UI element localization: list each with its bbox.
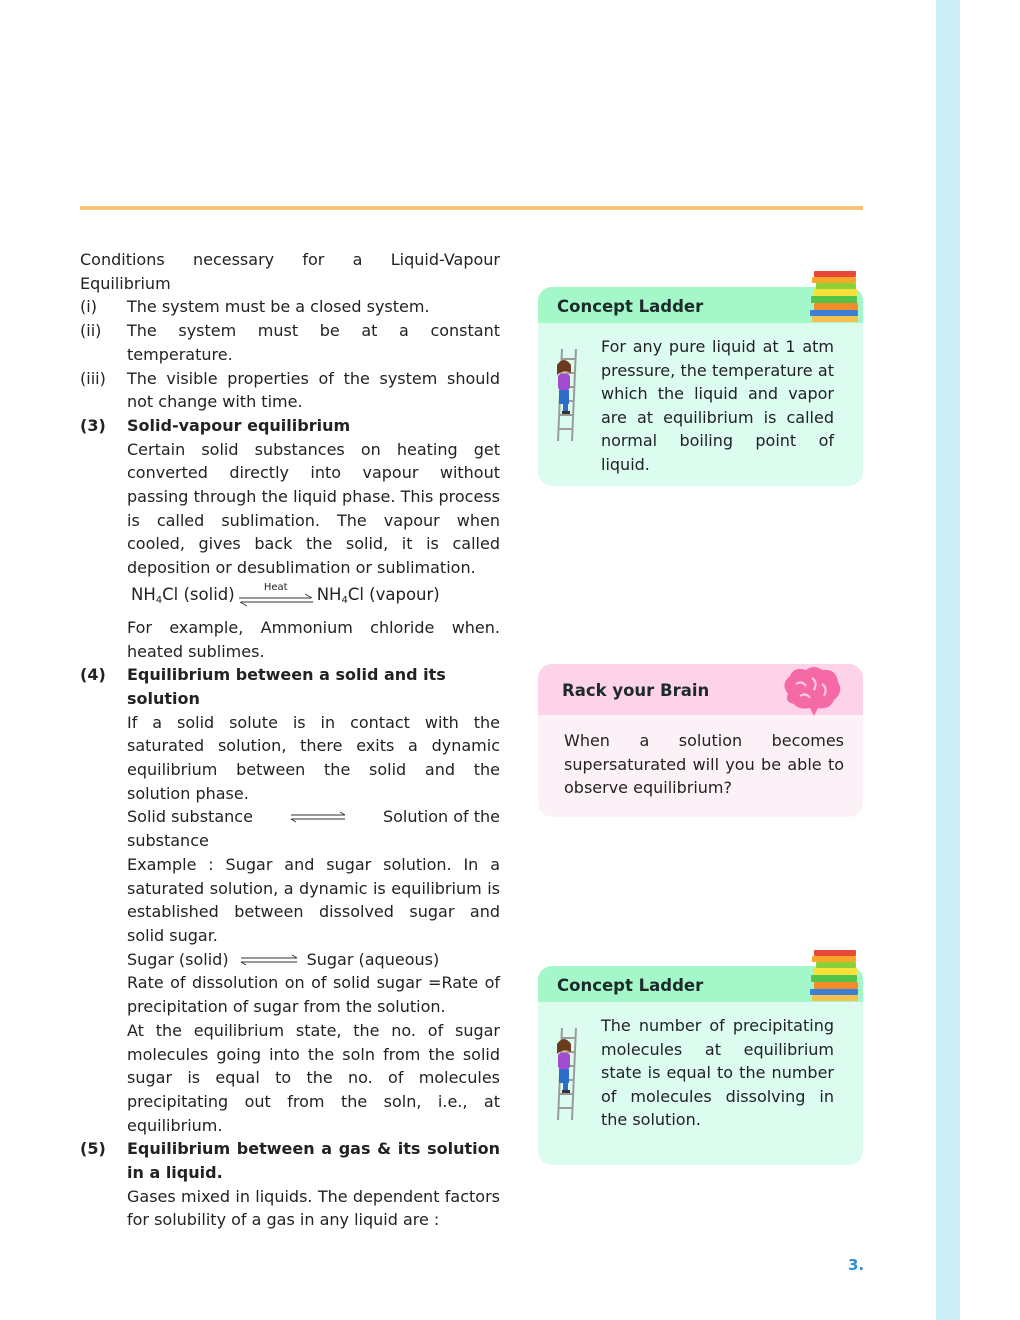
section-4-heading — [80, 663, 500, 710]
right-margin-strip — [936, 0, 960, 1320]
condition-text: The visible properties of the system should not change with time. — [127, 368, 500, 412]
condition-item — [80, 295, 500, 319]
card-text: When a solution becomes supersaturated will you be able to observe equilibrium? — [564, 731, 844, 798]
section-4-example: Example : Sugar and sugar solution. In a saturated solution, a dynamic is equilibrium is established between dissolved sugar and solid sugar. — [127, 854, 500, 945]
condition-number: (iii) — [80, 368, 106, 388]
condition-item — [80, 367, 500, 414]
section-4-paragraph: If a solid solute is in contact with the saturated solution, there exits a dynamic equilibrium between the solid and the solution phase. — [127, 712, 500, 803]
brain-icon — [778, 664, 844, 718]
card-text: The number of precipitating molecules at equilibrium state is equal to the number of molecules dissolving in the solution. — [601, 1016, 834, 1130]
books-icon — [810, 950, 860, 1002]
girl-on-ladder-icon — [552, 1026, 582, 1122]
sublimation-equation — [80, 580, 500, 616]
equation-continuation: substance — [127, 831, 209, 851]
girl-on-ladder-icon — [552, 347, 582, 443]
section-5-paragraph: Gases mixed in liquids. The dependent factors for solubility of a gas in any liquid are : — [127, 1186, 500, 1230]
equation-right: Solution of the — [382, 807, 500, 827]
card-text: For any pure liquid at 1 atm pressure, the temperature at which the liquid and vapor are at equilibrium is called normal boiling point of liquid. — [601, 337, 834, 474]
equilibrium-arrow-icon — [289, 811, 347, 823]
equation-left: Sugar (solid) — [127, 949, 229, 969]
equation-right: Sugar (aqueous) — [306, 949, 440, 969]
equilibrium-arrow-icon — [237, 581, 315, 608]
section-title: Equilibrium between a gas & its solution in a liquid. — [127, 1139, 500, 1183]
equation-left: Solid substance — [127, 807, 253, 827]
equilibrium-arrow-icon — [233, 954, 303, 966]
page-number: 3. — [848, 1256, 865, 1274]
card-title: Rack your Brain — [562, 681, 710, 700]
books-icon — [810, 271, 860, 323]
concept-ladder-card — [538, 287, 863, 486]
concept-ladder-card — [538, 966, 863, 1165]
section-3-example: For example, Ammonium chloride when. heated sublimes. — [127, 617, 500, 661]
header-rule — [80, 206, 863, 210]
section-number: (3) — [80, 415, 106, 435]
sugar-equation — [80, 948, 500, 972]
condition-item — [80, 319, 500, 366]
condition-number: (i) — [80, 297, 97, 317]
condition-text: The system must be a closed system. — [127, 297, 430, 317]
section-number: (5) — [80, 1139, 106, 1159]
card-title: Concept Ladder — [557, 297, 704, 316]
condition-number: (ii) — [80, 321, 102, 341]
intro-text: Conditions necessary for a Liquid-Vapour Equilibrium — [80, 250, 500, 293]
section-5-heading — [80, 1137, 500, 1184]
solid-solution-equation — [80, 805, 500, 829]
equation-left: $NH_4Cl$ (solid) — [131, 584, 235, 606]
card-title: Concept Ladder — [557, 976, 704, 995]
equation-right: $NH_4Cl$ (vapour) — [316, 584, 440, 606]
section-4-rate: Rate of dissolution on of solid sugar =Rate of precipitation of sugar from the solution. — [127, 973, 500, 1017]
section-title: Solid-vapour equilibrium — [127, 415, 351, 435]
rack-your-brain-card — [538, 664, 863, 817]
section-4-equilibrium-state: At the equilibrium state, the no. of sugar molecules going into the soln from the solid sugar is equal to the no. of molecules precipitating out from the soln, i.e., at equilibrium. — [127, 1020, 500, 1135]
section-3-paragraph: Certain solid substances on heating get converted directly into vapour without passing through the liquid phase. This process is called sublimation. The vapour when cooled, gives back the solid, it is called deposition or desublimation or sublimation. — [127, 439, 500, 578]
section-title: Equilibrium between a solid and its solution — [127, 665, 446, 708]
main-column — [80, 248, 500, 1232]
section-3-heading — [80, 414, 500, 438]
section-number: (4) — [80, 665, 106, 685]
condition-text: The system must be at a constant temperature. — [127, 321, 500, 364]
arrow-label: Heat — [263, 581, 288, 593]
